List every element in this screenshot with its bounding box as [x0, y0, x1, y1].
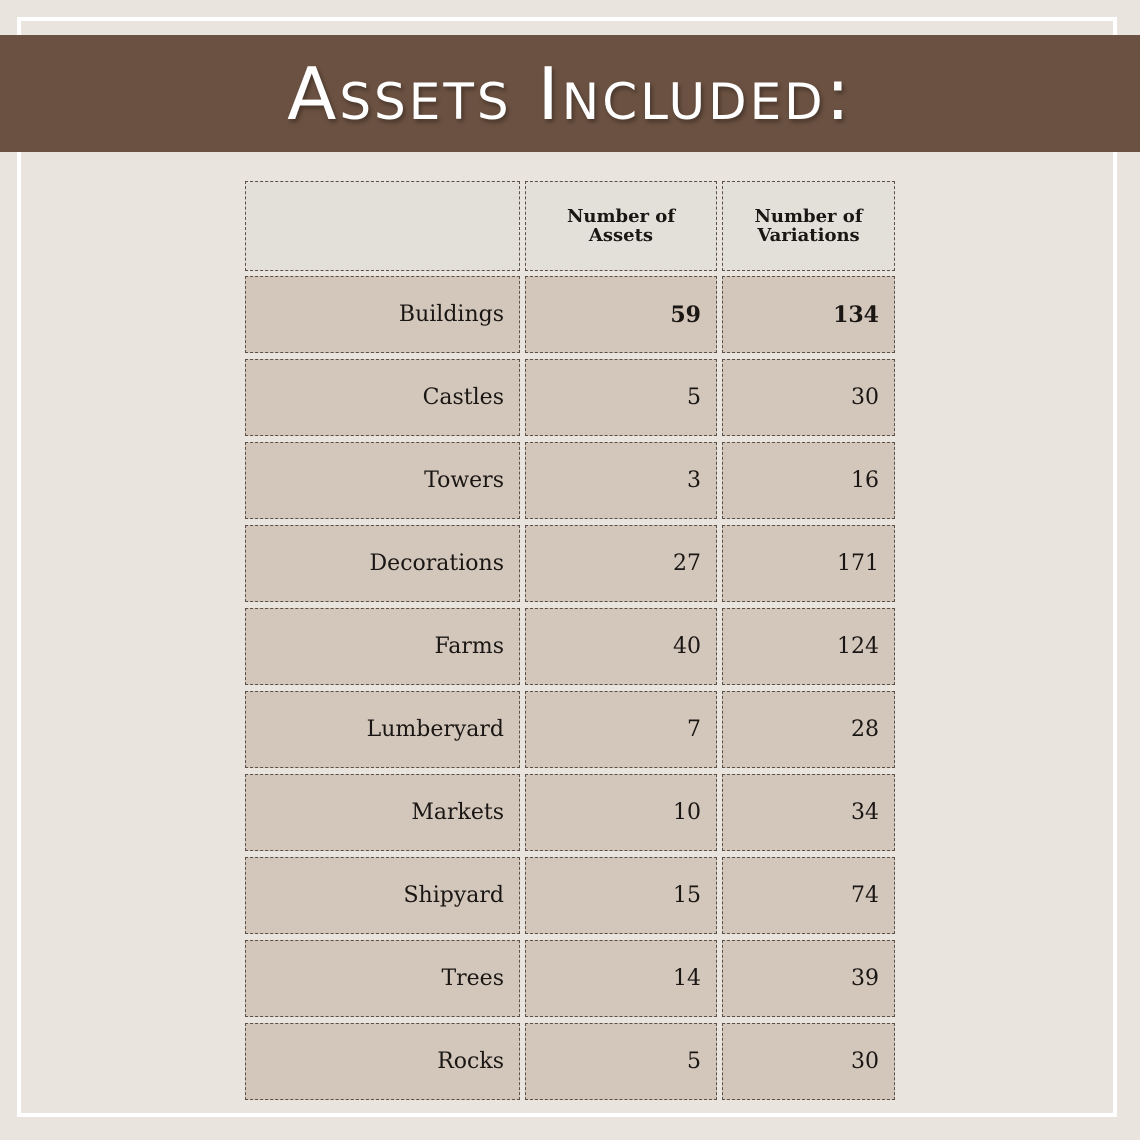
header-corner-cell [245, 181, 520, 271]
assets-count-cell: 5 [525, 359, 717, 436]
assets-count-cell: 5 [525, 1023, 717, 1100]
variations-count-cell: 30 [722, 1023, 895, 1100]
assets-count-cell: 14 [525, 940, 717, 1017]
category-cell: Markets [245, 774, 520, 851]
variations-count-cell: 74 [722, 857, 895, 934]
variations-count-cell: 39 [722, 940, 895, 1017]
category-cell: Castles [245, 359, 520, 436]
header-number-of-variations: Number of Variations [722, 181, 895, 271]
category-cell: Buildings [245, 276, 520, 353]
title-banner [0, 35, 1140, 152]
category-cell: Trees [245, 940, 520, 1017]
assets-count-cell: 59 [525, 276, 717, 353]
assets-count-cell: 10 [525, 774, 717, 851]
assets-count-cell: 15 [525, 857, 717, 934]
page-title: Assets Included: [287, 51, 853, 136]
variations-count-cell: 28 [722, 691, 895, 768]
assets-count-cell: 40 [525, 608, 717, 685]
category-cell: Towers [245, 442, 520, 519]
variations-count-cell: 16 [722, 442, 895, 519]
category-cell: Shipyard [245, 857, 520, 934]
variations-count-cell: 34 [722, 774, 895, 851]
variations-count-cell: 171 [722, 525, 895, 602]
header-number-of-assets: Number of Assets [525, 181, 717, 271]
variations-count-cell: 124 [722, 608, 895, 685]
category-cell: Decorations [245, 525, 520, 602]
category-cell: Lumberyard [245, 691, 520, 768]
variations-count-cell: 134 [722, 276, 895, 353]
category-cell: Farms [245, 608, 520, 685]
assets-count-cell: 3 [525, 442, 717, 519]
category-cell: Rocks [245, 1023, 520, 1100]
variations-count-cell: 30 [722, 359, 895, 436]
assets-count-cell: 27 [525, 525, 717, 602]
assets-count-cell: 7 [525, 691, 717, 768]
